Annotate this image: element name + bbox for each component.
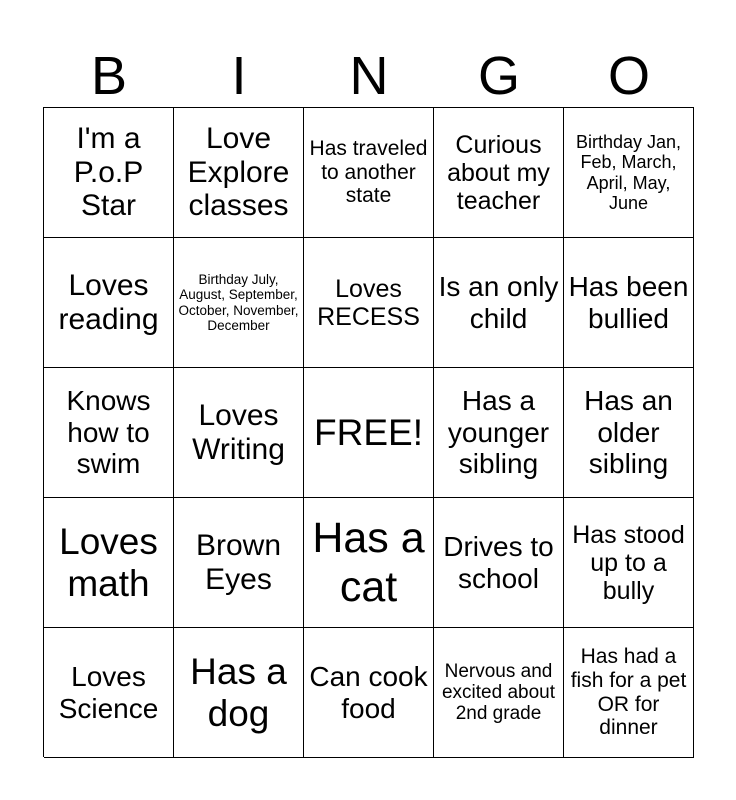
header-letter-o: O (607, 46, 650, 106)
bingo-cell[interactable]: Love Explore classes (174, 108, 304, 238)
bingo-cell[interactable]: Has a cat (304, 498, 434, 628)
bingo-cell[interactable]: Brown Eyes (174, 498, 304, 628)
bingo-cell[interactable]: Loves RECESS (304, 238, 434, 368)
bingo-cell[interactable]: Loves math (44, 498, 174, 628)
free-space[interactable]: FREE! (304, 368, 434, 498)
bingo-cell[interactable]: Loves reading (44, 238, 174, 368)
bingo-cell[interactable]: Can cook food (304, 628, 434, 758)
bingo-cell[interactable]: Knows how to swim (44, 368, 174, 498)
bingo-cell[interactable]: Has a younger sibling (434, 368, 564, 498)
bingo-cell[interactable]: Loves Science (44, 628, 174, 758)
bingo-cell[interactable]: Has been bullied (564, 238, 694, 368)
bingo-cell[interactable]: I'm a P.o.P Star (44, 108, 174, 238)
header-letter-i: I (231, 46, 247, 106)
bingo-board (43, 107, 694, 757)
bingo-cell[interactable]: Curious about my teacher (434, 108, 564, 238)
bingo-header (44, 44, 694, 108)
bingo-cell[interactable]: Has traveled to another state (304, 108, 434, 238)
bingo-cell[interactable]: Has had a fish for a pet OR for dinner (564, 628, 694, 758)
bingo-cell[interactable]: Birthday July, August, September, October, November, December (174, 238, 304, 368)
header-letter-b: B (90, 46, 128, 106)
bingo-cell[interactable]: Has an older sibling (564, 368, 694, 498)
bingo-cell[interactable]: Loves Writing (174, 368, 304, 498)
bingo-cell[interactable]: Nervous and excited about 2nd grade (434, 628, 564, 758)
header-letter-n: N (349, 46, 389, 106)
bingo-cell[interactable]: Has a dog (174, 628, 304, 758)
header-letter-g: G (477, 46, 520, 106)
bingo-cell[interactable]: Is an only child (434, 238, 564, 368)
bingo-cell[interactable]: Drives to school (434, 498, 564, 628)
bingo-cell[interactable]: Birthday Jan, Feb, March, April, May, June (564, 108, 694, 238)
bingo-cell[interactable]: Has stood up to a bully (564, 498, 694, 628)
